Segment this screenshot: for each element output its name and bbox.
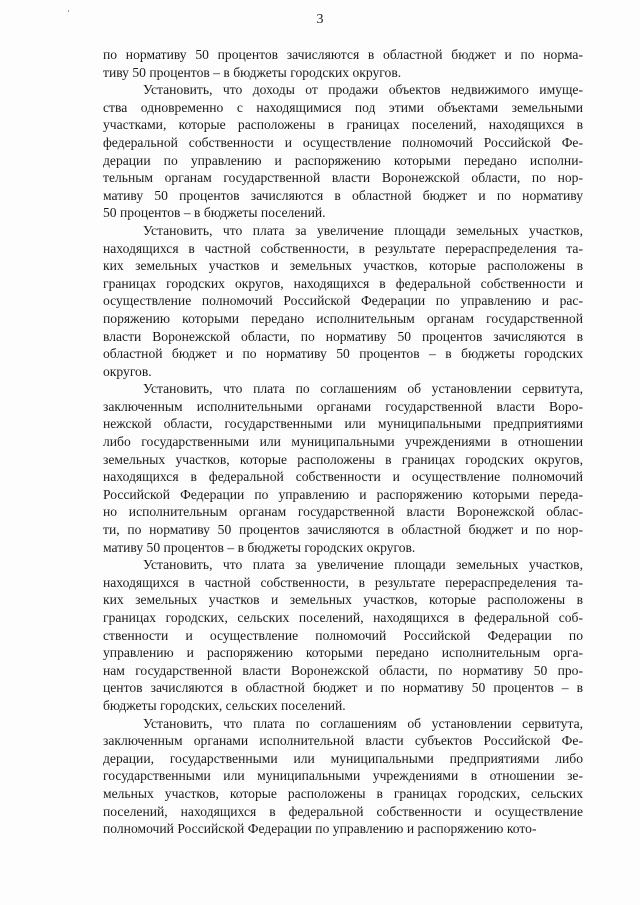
- text-line: ких земельных участков и земельных участков, которые расположены в: [103, 592, 583, 608]
- text-line: осуществление полномочий Российской Федерации по управлению и рас-: [103, 293, 583, 309]
- paragraph: [103, 222, 583, 380]
- text-line: участками, которые расположены в границах поселений, находящихся в: [103, 117, 583, 133]
- text-line: находящихся в частной собственности, в результате перераспределения та-: [103, 574, 583, 590]
- text-line: но исполнительным органам государственной власти Воронежской облас-: [103, 504, 583, 520]
- text-line: ти, по нормативу 50 процентов зачисляются в областной бюджет и по нор-: [103, 522, 583, 538]
- text-line: 50 процентов – в бюджеты поселений.: [103, 205, 326, 221]
- page-number: 3: [316, 12, 324, 27]
- paragraph: [103, 46, 583, 81]
- text-line: Установить, что плата за увеличение площади земельных участков,: [143, 222, 583, 238]
- text-line: мельных участков, которые расположены в границах городских, сельских: [103, 785, 583, 801]
- text-line: земельных участков, которые расположены в границах городских округов,: [103, 451, 583, 467]
- text-line: тельным органам государственной власти Воронежской области, по нор-: [103, 170, 583, 186]
- text-line: бюджеты городских, сельских поселений.: [103, 697, 346, 713]
- text-line: полномочий Российской Федерации по управлению и распоряжению кото-: [103, 821, 537, 837]
- text-line: границах городских, сельских поселений, находящихся в федеральной соб-: [103, 610, 583, 625]
- text-line: находящихся в федеральной собственности и осуществление полномочий: [103, 469, 583, 485]
- text-line: по нормативу 50 процентов зачисляются в областной бюджет и по норма-: [103, 47, 583, 62]
- text-line: границах городских округов, находящихся в федеральной собственности и: [103, 275, 583, 291]
- text-line: управлению и распоряжению которыми передано исполнительным орга-: [103, 645, 583, 661]
- text-line: Российской Федерации по управлению и распоряжению которыми переда-: [103, 486, 583, 502]
- paragraph: [103, 556, 583, 714]
- text-line: округов.: [103, 363, 152, 379]
- text-line: дерации по управлению и распоряжению которыми передано исполни-: [103, 152, 583, 168]
- text-line: мативу 50 процентов – в бюджеты городских округов.: [103, 539, 416, 555]
- text-line: дерации, государственными или муниципальными предприятиями либо: [103, 750, 583, 766]
- text-line: власти Воронежской области, по нормативу 50 процентов зачисляются в: [103, 328, 583, 344]
- text-line: Установить, что плата по соглашениям об установлении сервитута,: [143, 381, 583, 397]
- text-line: областной бюджет и по нормативу 50 процентов – в бюджеты городских: [103, 346, 583, 362]
- paragraph: [103, 81, 583, 222]
- text-line: мативу 50 процентов зачисляются в областной бюджет и по нормативу: [103, 187, 583, 203]
- text-line: заключенным органами исполнительной власти субъектов Российской Фе-: [103, 733, 583, 749]
- text-line: либо государственными или муниципальными учреждениями в отношении: [103, 434, 583, 450]
- text-line: находящихся в частной собственности, в результате перераспределения та-: [103, 240, 583, 256]
- text-line: ственности и осуществление полномочий Российской Федерации по: [103, 627, 583, 643]
- document-body: [103, 46, 583, 838]
- text-line: тиву 50 процентов – в бюджеты городских округов.: [103, 64, 402, 80]
- text-line: ства одновременно с находящимися под этими объектами земельными: [103, 99, 583, 115]
- text-line: заключенным исполнительными органами государственной власти Воро-: [103, 398, 583, 414]
- text-line: федеральной собственности и осуществление полномочий Российской Фе-: [103, 134, 583, 150]
- paragraph: [103, 715, 583, 838]
- paragraph: [103, 380, 583, 556]
- text-line: поселений, находящихся в федеральной собственности и осуществление: [103, 803, 583, 819]
- text-line: нам государственной власти Воронежской области, по нормативу 50 про-: [103, 662, 583, 678]
- text-line: Установить, что плата по соглашениям об установлении сервитута,: [143, 715, 583, 731]
- text-line: ких земельных участков и земельных участков, которые расположены в: [103, 258, 583, 274]
- text-line: Установить, что плата за увеличение площади земельных участков,: [143, 557, 583, 573]
- text-line: поряжению которыми передано исполнительным органам государственной: [103, 310, 583, 326]
- text-line: государственными или муниципальными учреждениями в отношении зе-: [103, 768, 583, 784]
- text-line: Установить, что доходы от продажи объектов недвижимого имуще-: [143, 82, 583, 98]
- text-line: центов зачисляются в областной бюджет и по нормативу 50 процентов – в: [103, 680, 583, 696]
- text-line: нежской области, государственными или муниципальными предприятиями: [103, 416, 583, 432]
